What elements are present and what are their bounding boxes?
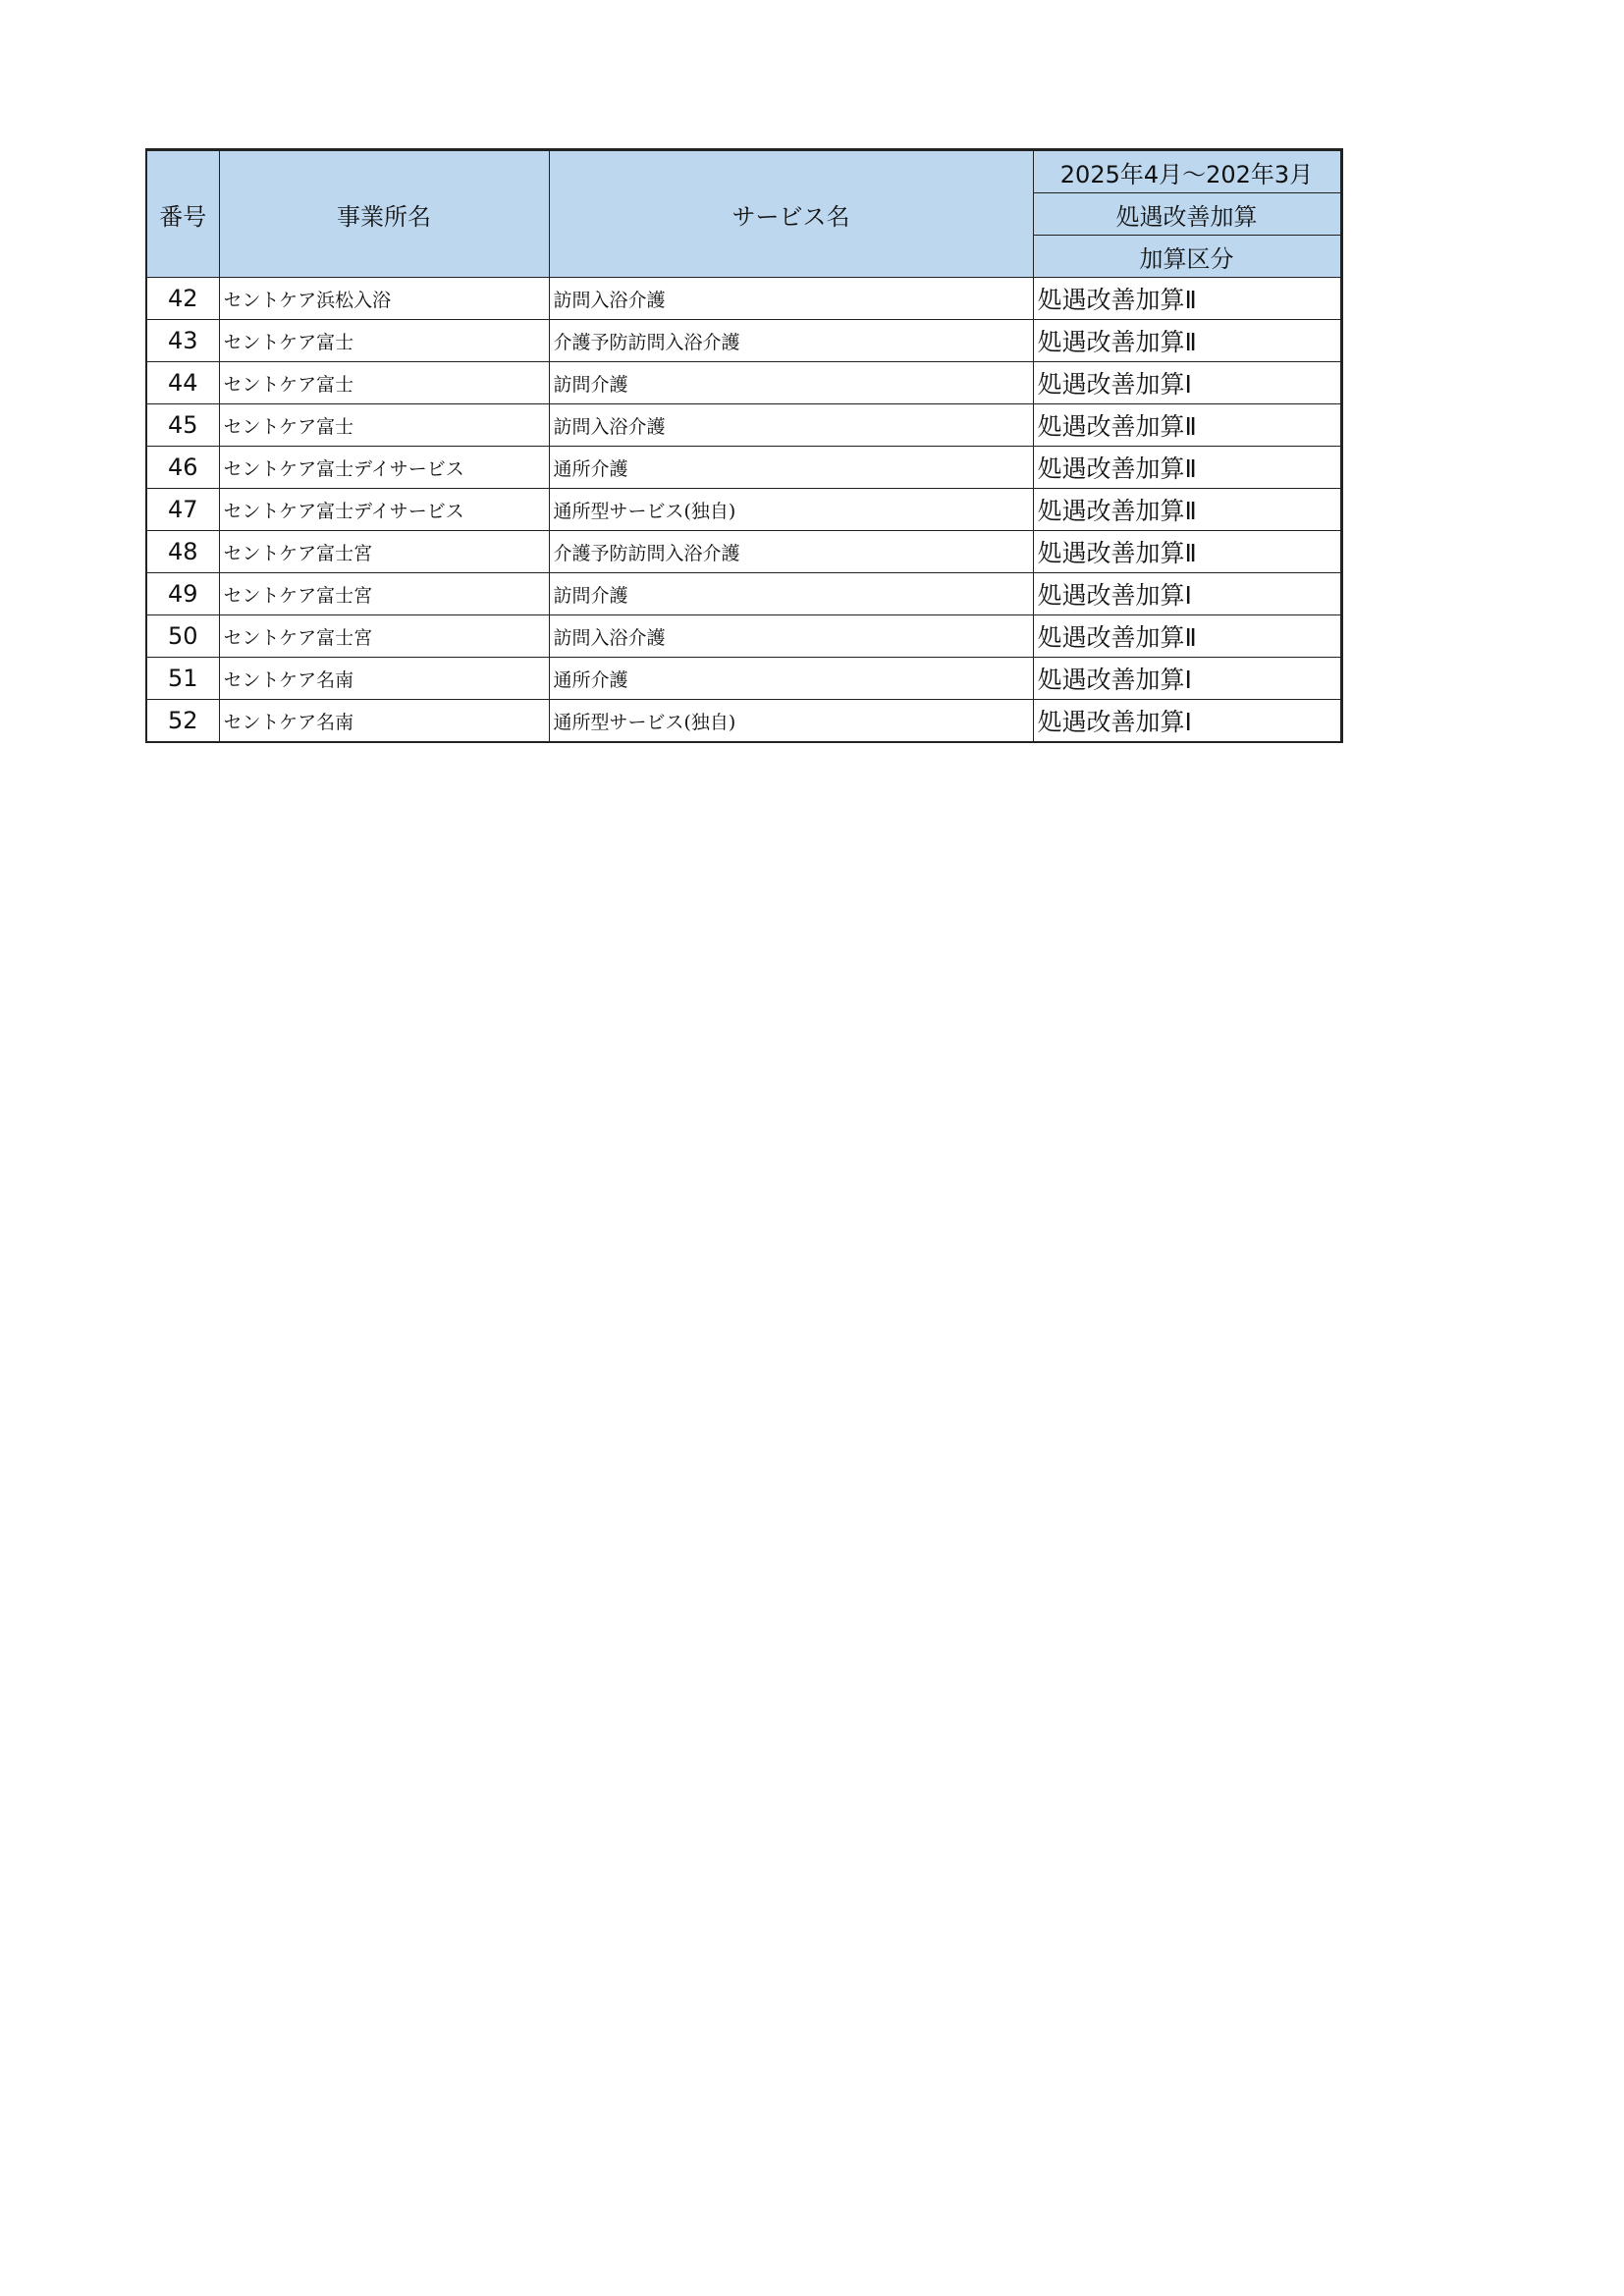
cell-service: 通所型サービス(独自)	[549, 489, 1033, 531]
cell-number: 47	[146, 489, 219, 531]
cell-category: 処遇改善加算Ⅰ	[1033, 700, 1341, 743]
cell-office: セントケア富士デイサービス	[219, 489, 549, 531]
addition-table	[145, 148, 1343, 743]
cell-service: 訪問介護	[549, 573, 1033, 615]
cell-number: 52	[146, 700, 219, 743]
cell-number: 50	[146, 615, 219, 658]
cell-number: 42	[146, 278, 219, 320]
cell-service: 通所型サービス(独自)	[549, 700, 1033, 743]
cell-office: セントケア富士宮	[219, 531, 549, 573]
cell-category: 処遇改善加算Ⅰ	[1033, 573, 1341, 615]
cell-office: セントケア富士デイサービス	[219, 447, 549, 489]
table-row	[146, 278, 1341, 320]
cell-office: セントケア富士	[219, 320, 549, 362]
cell-service: 介護予防訪問入浴介護	[549, 531, 1033, 573]
cell-office: セントケア名南	[219, 658, 549, 700]
header-office-name: 事業所名	[219, 150, 549, 278]
cell-number: 44	[146, 362, 219, 404]
cell-category: 処遇改善加算Ⅱ	[1033, 489, 1341, 531]
cell-office: セントケア富士宮	[219, 573, 549, 615]
cell-service: 通所介護	[549, 658, 1033, 700]
cell-number: 46	[146, 447, 219, 489]
cell-office: セントケア富士宮	[219, 615, 549, 658]
cell-service: 訪問入浴介護	[549, 615, 1033, 658]
cell-office: セントケア富士	[219, 404, 549, 447]
cell-category: 処遇改善加算Ⅰ	[1033, 658, 1341, 700]
table-row	[146, 615, 1341, 658]
cell-service: 訪問介護	[549, 362, 1033, 404]
table-row	[146, 531, 1341, 573]
table-row	[146, 320, 1341, 362]
header-period: 2025年4月～202年3月	[1033, 150, 1341, 193]
table-row	[146, 658, 1341, 700]
cell-category: 処遇改善加算Ⅱ	[1033, 531, 1341, 573]
header-service-name: サービス名	[549, 150, 1033, 278]
cell-category: 処遇改善加算Ⅱ	[1033, 320, 1341, 362]
table-row	[146, 404, 1341, 447]
cell-office: セントケア浜松入浴	[219, 278, 549, 320]
cell-service: 訪問入浴介護	[549, 278, 1033, 320]
table-row	[146, 447, 1341, 489]
cell-category: 処遇改善加算Ⅱ	[1033, 404, 1341, 447]
table-body	[146, 278, 1341, 743]
cell-number: 48	[146, 531, 219, 573]
cell-number: 45	[146, 404, 219, 447]
sheet	[145, 148, 1343, 743]
cell-category: 処遇改善加算Ⅱ	[1033, 278, 1341, 320]
cell-service: 通所介護	[549, 447, 1033, 489]
cell-office: セントケア名南	[219, 700, 549, 743]
cell-service: 介護予防訪問入浴介護	[549, 320, 1033, 362]
table-row	[146, 362, 1341, 404]
table-row	[146, 573, 1341, 615]
cell-office: セントケア富士	[219, 362, 549, 404]
header-addition-type: 処遇改善加算	[1033, 193, 1341, 236]
cell-category: 処遇改善加算Ⅱ	[1033, 615, 1341, 658]
cell-category: 処遇改善加算Ⅰ	[1033, 362, 1341, 404]
cell-number: 49	[146, 573, 219, 615]
cell-service: 訪問入浴介護	[549, 404, 1033, 447]
header-addition-category: 加算区分	[1033, 236, 1341, 278]
cell-category: 処遇改善加算Ⅱ	[1033, 447, 1341, 489]
table-row	[146, 700, 1341, 743]
header-number: 番号	[146, 150, 219, 278]
cell-number: 43	[146, 320, 219, 362]
cell-number: 51	[146, 658, 219, 700]
table-header	[146, 150, 1341, 278]
table-row	[146, 489, 1341, 531]
